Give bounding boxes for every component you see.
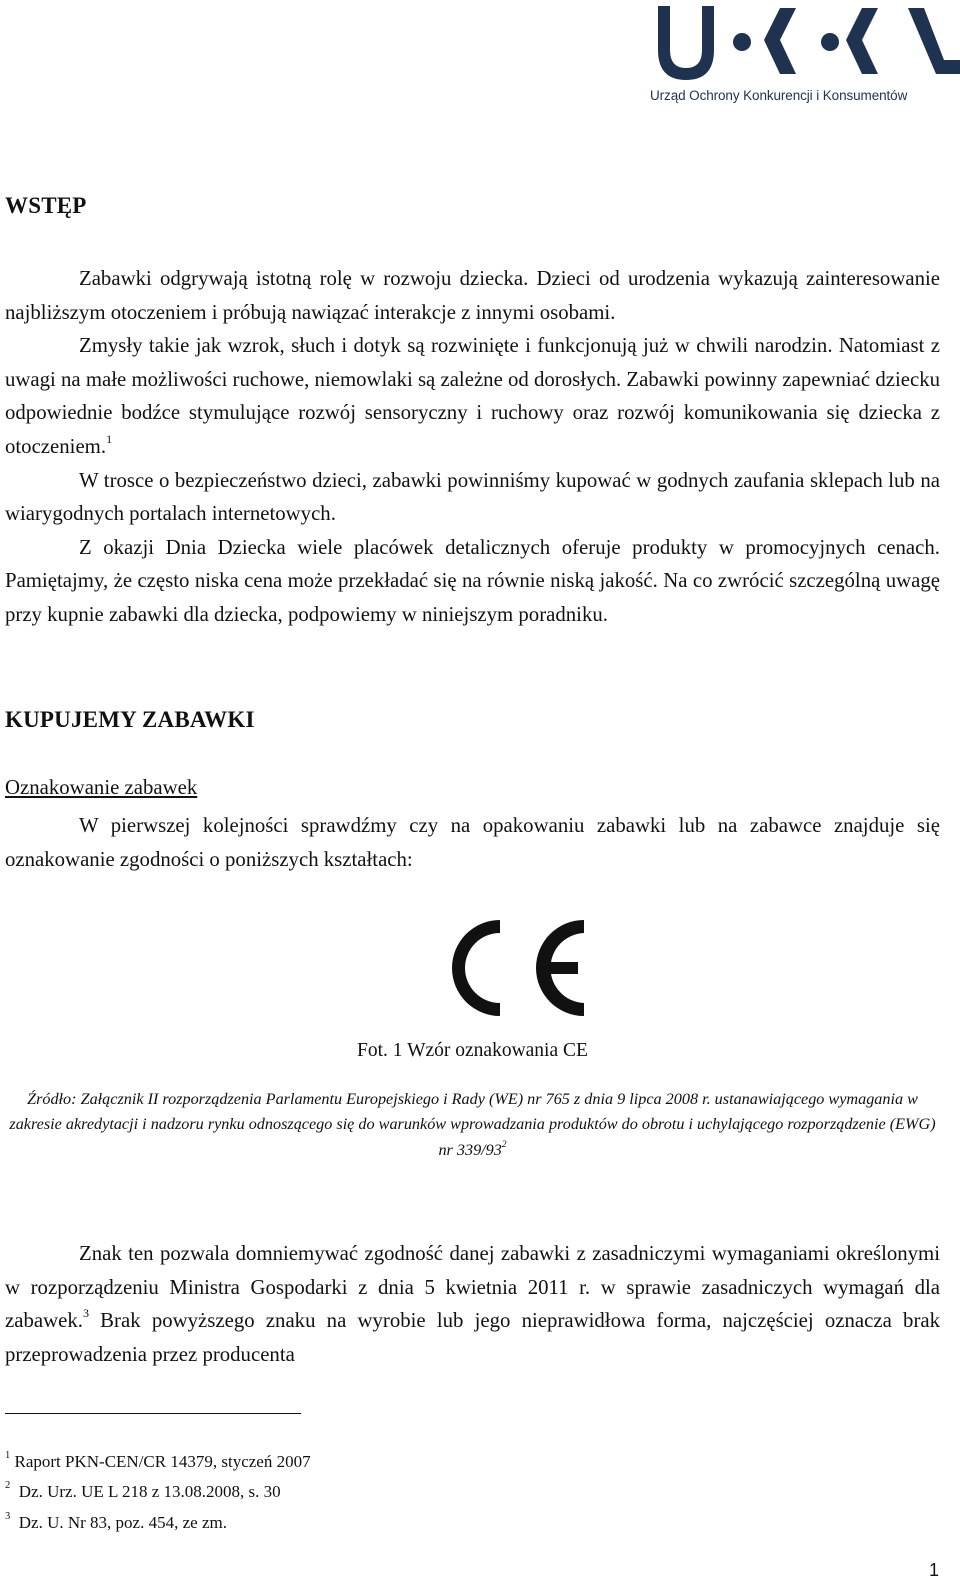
uokik-logo xyxy=(648,0,960,115)
paragraph: W trosce o bezpieczeństwo dzieci, zabawki powinniśmy kupować w godnych zaufania sklepach lub na wiarygodnych portalach internetowych. xyxy=(5,468,940,526)
oznakowanie-text xyxy=(5,809,940,876)
section-heading-wstep: WSTĘP xyxy=(5,193,87,218)
footnote-3: $^3$ Dz. U. Nr 83, poz. 454, ze zm. xyxy=(5,1511,227,1532)
logo-caption: Urząd Ochrony Konkurencji i Konsumentów xyxy=(650,88,908,103)
footnote-ref[interactable]: 3 xyxy=(82,1305,89,1320)
paragraph: Znak ten pozwala domniemywać zgodność danej zabawki z zasadniczymi wymaganiami określonymi w rozporządzeniu Ministra Gospodarki z dnia 5 kwietnia 2011 r. w sprawie zasadniczych wymagań dla zabawek.$^3$ Brak powyższego znaku na wyrobie lub jego nieprawidłowa forma, najczęściej oznacza brak przeprowadzenia przez producenta xyxy=(5,1242,940,1366)
paragraph: Z okazji Dnia Dziecka wiele placówek detalicznych oferuje produkty w promocyjnych cenach. Pamiętajmy, że często niska cena może przekładać się na równie niską jakość. Na co zwrócić szczególną uwagę przy kupnie zabawki dla dziecka, podpowiemy w niniejszym poradniku. xyxy=(5,535,940,626)
ce-mark-icon xyxy=(428,910,590,1026)
paragraph: Zabawki odgrywają istotną rolę w rozwoju dziecka. Dzieci od urodzenia wykazują zainteresowanie najbliższym otoczeniem i próbują nawiązać interakcje z innymi osobami. xyxy=(5,267,940,324)
footnote-ref[interactable]: 1 xyxy=(106,431,113,446)
paragraph: W pierwszej kolejności sprawdźmy czy na opakowaniu zabawki lub na zabawce znajduje się oznakowanie zgodności o poniższych kształtach: xyxy=(5,814,940,871)
footnote-1: $^1$ Raport PKN-CEN/CR 14379, styczeń 2007 xyxy=(5,1450,311,1471)
footnote-separator xyxy=(5,1413,301,1414)
closing-text xyxy=(5,1237,940,1371)
footnote-2: $^2$ Dz. Urz. UE L 218 z 13.08.2008, s. 30 xyxy=(5,1480,281,1501)
uokik-logo-mark xyxy=(648,0,960,86)
subheading-oznakowanie: Oznakowanie zabawek xyxy=(5,776,198,799)
footnote-ref[interactable]: 2 xyxy=(501,1139,507,1150)
figure-source: Źródło: Załącznik II rozporządzenia Parlamentu Europejskiego i Rady (WE) nr 765 z dnia 9 lipca 2008 r. ustanawiającego wymagania w zakresie akredytacji i nadzoru rynku odnoszącego się do warunków wprowadzania produktów do obrotu i uchylającego rozporządzenie (EWG) nr $339/93^2$ xyxy=(9,1090,936,1159)
section-heading-kupujemy: KUPUJEMY ZABAWKI xyxy=(5,707,255,732)
paragraph: Zmysły takie jak wzrok, słuch i dotyk są rozwinięte i funkcjonują już w chwili narodzin. Natomiast z uwagi na małe możliwości ruchowe, niemowlaki są zależne od dorosłych. Zabawki powinny zapewniać dziecku odpowiednie bodźce stymulujące rozwój sensoryczny i ruchowy oraz rozwój komunikowania się dziecka z otoczeniem.$^1$ xyxy=(5,334,940,458)
figure-caption: Fot. 1 Wzór oznakowania CE xyxy=(357,1040,588,1061)
page-number: 1 xyxy=(928,1560,939,1580)
intro-text xyxy=(5,262,940,632)
